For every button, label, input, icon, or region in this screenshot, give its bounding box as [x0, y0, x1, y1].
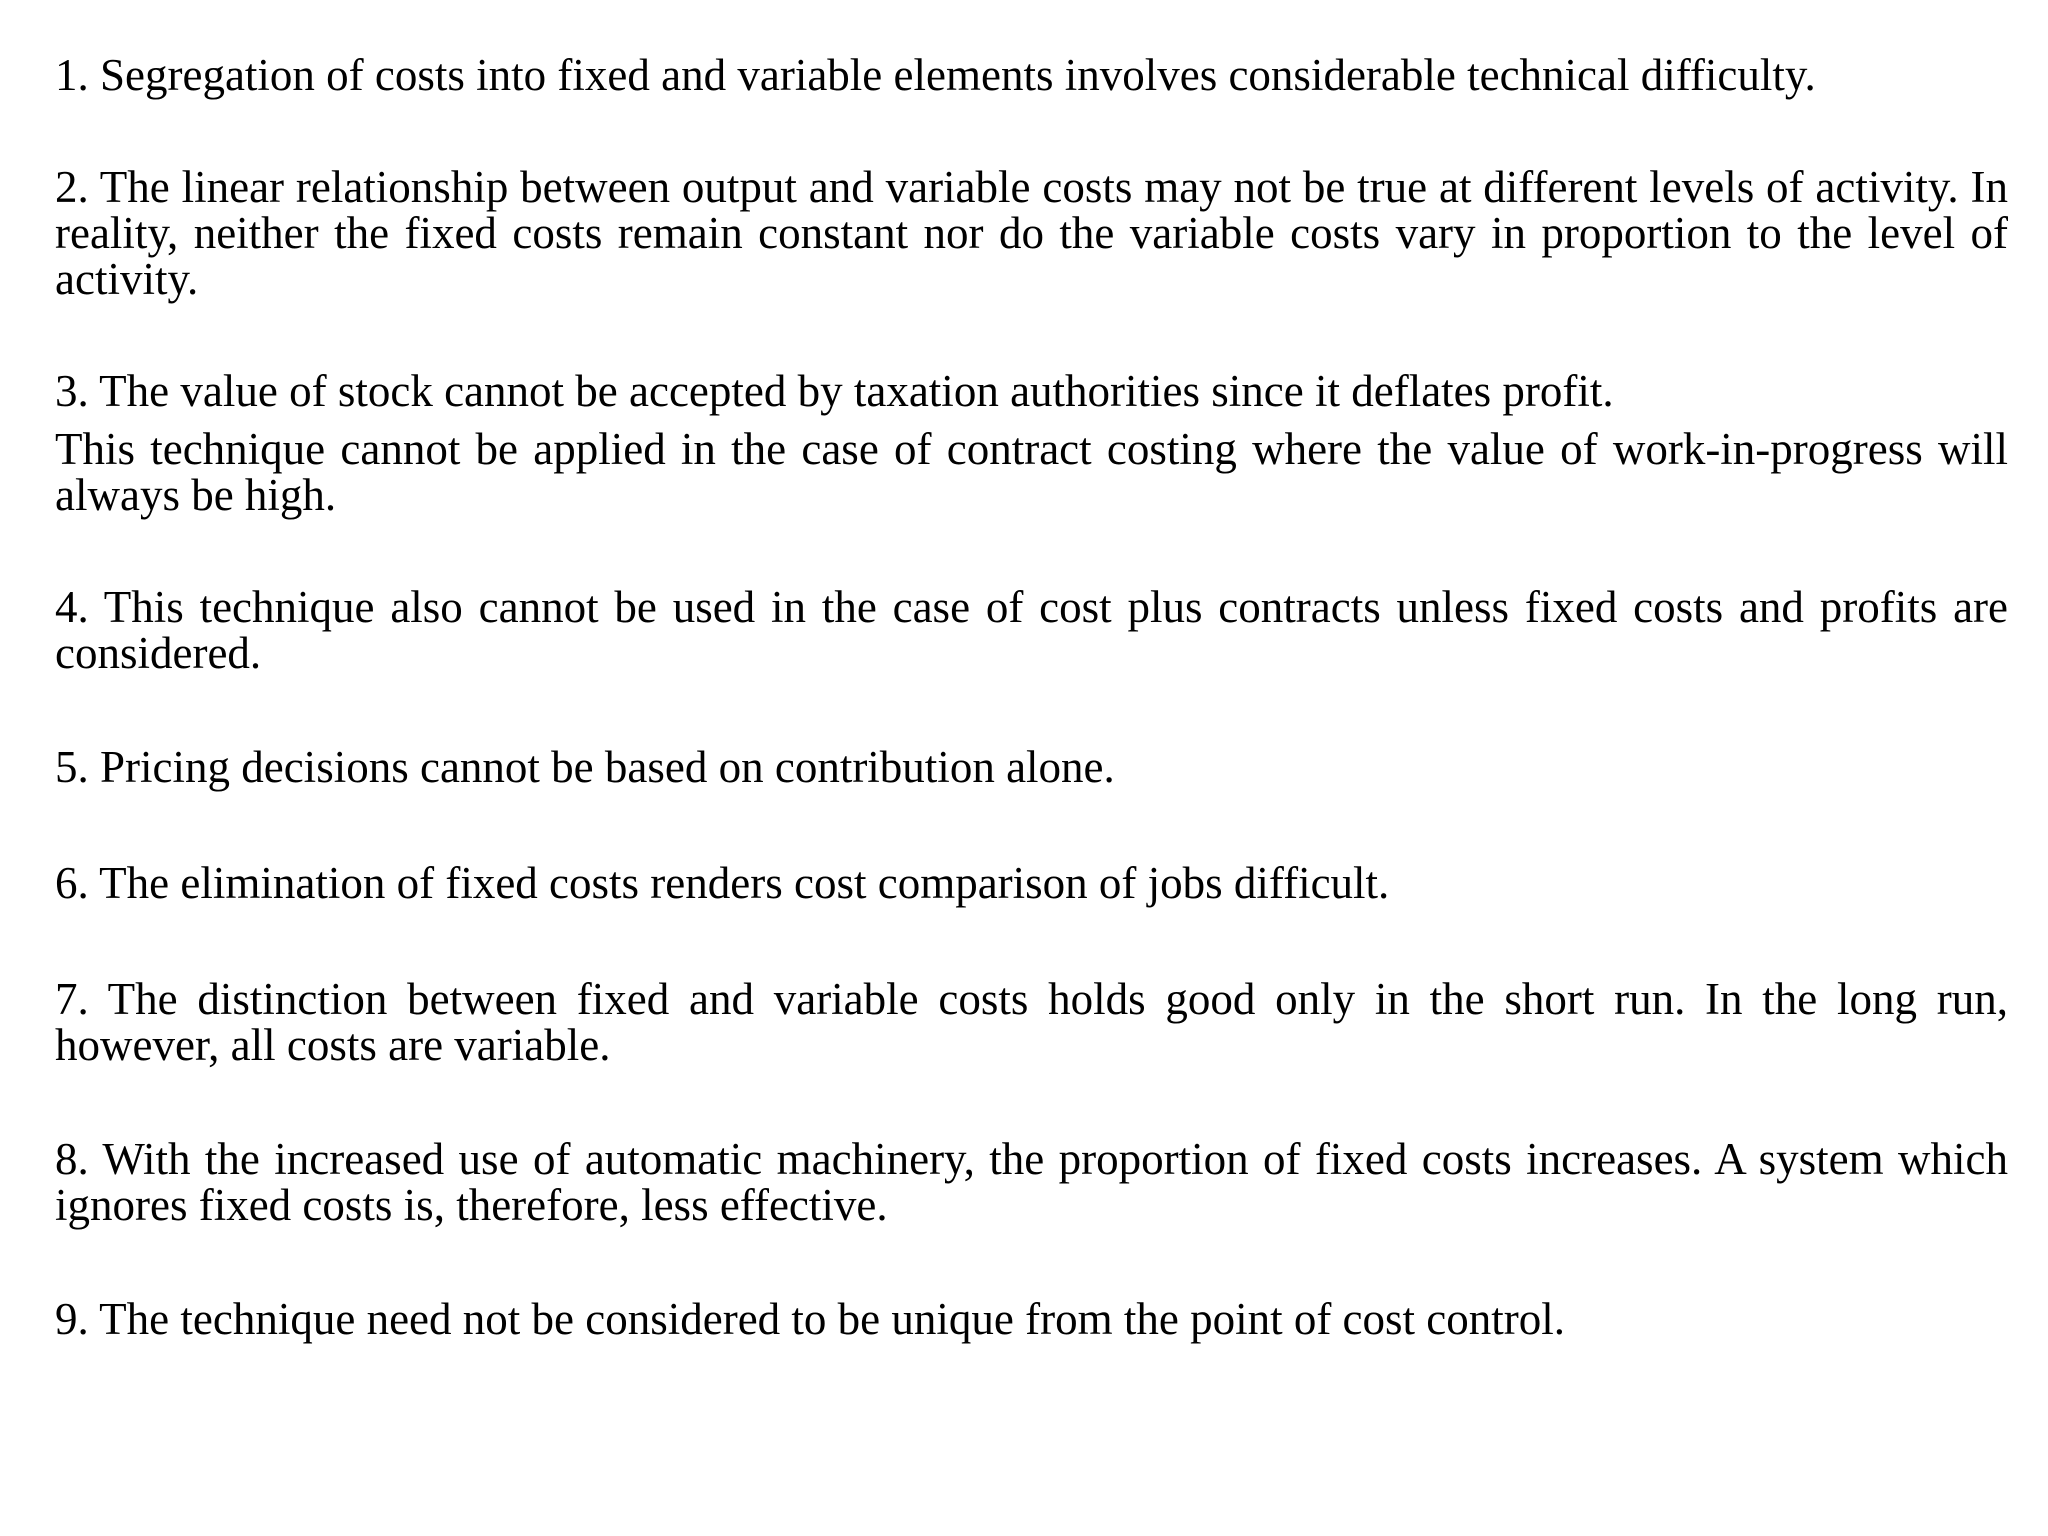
- paragraph-1: 1. Segregation of costs into fixed and variable elements involves considerable technical difficulty.: [55, 50, 1816, 100]
- paragraph-5: 5. Pricing decisions cannot be based on contribution alone.: [55, 742, 1115, 792]
- document-body: [55, 52, 2008, 1342]
- paragraph-3: 3. The value of stock cannot be accepted by taxation authorities since it deflates profit.: [55, 366, 1614, 416]
- paragraph-3-continued: This technique cannot be applied in the case of contract costing where the value of work-in-progress will always be high.: [55, 424, 2008, 520]
- paragraph-2: 2. The linear relationship between output and variable costs may not be true at different levels of activity. In reality, neither the fixed costs remain constant nor do the variable costs vary in proportion to the level of activity.: [55, 162, 2008, 304]
- paragraph-8: 8. With the increased use of automatic machinery, the proportion of fixed costs increases. A system which ignores fixed costs is, therefore, less effective.: [55, 1134, 2008, 1230]
- paragraph-9: 9. The technique need not be considered to be unique from the point of cost control.: [55, 1294, 1566, 1344]
- paragraph-6: 6. The elimination of fixed costs renders cost comparison of jobs difficult.: [55, 858, 1390, 908]
- paragraph-7: 7. The distinction between fixed and variable costs holds good only in the short run. In the long run, however, all costs are variable.: [55, 974, 2008, 1070]
- paragraph-4: 4. This technique also cannot be used in the case of cost plus contracts unless fixed costs and profits are considered.: [55, 582, 2008, 678]
